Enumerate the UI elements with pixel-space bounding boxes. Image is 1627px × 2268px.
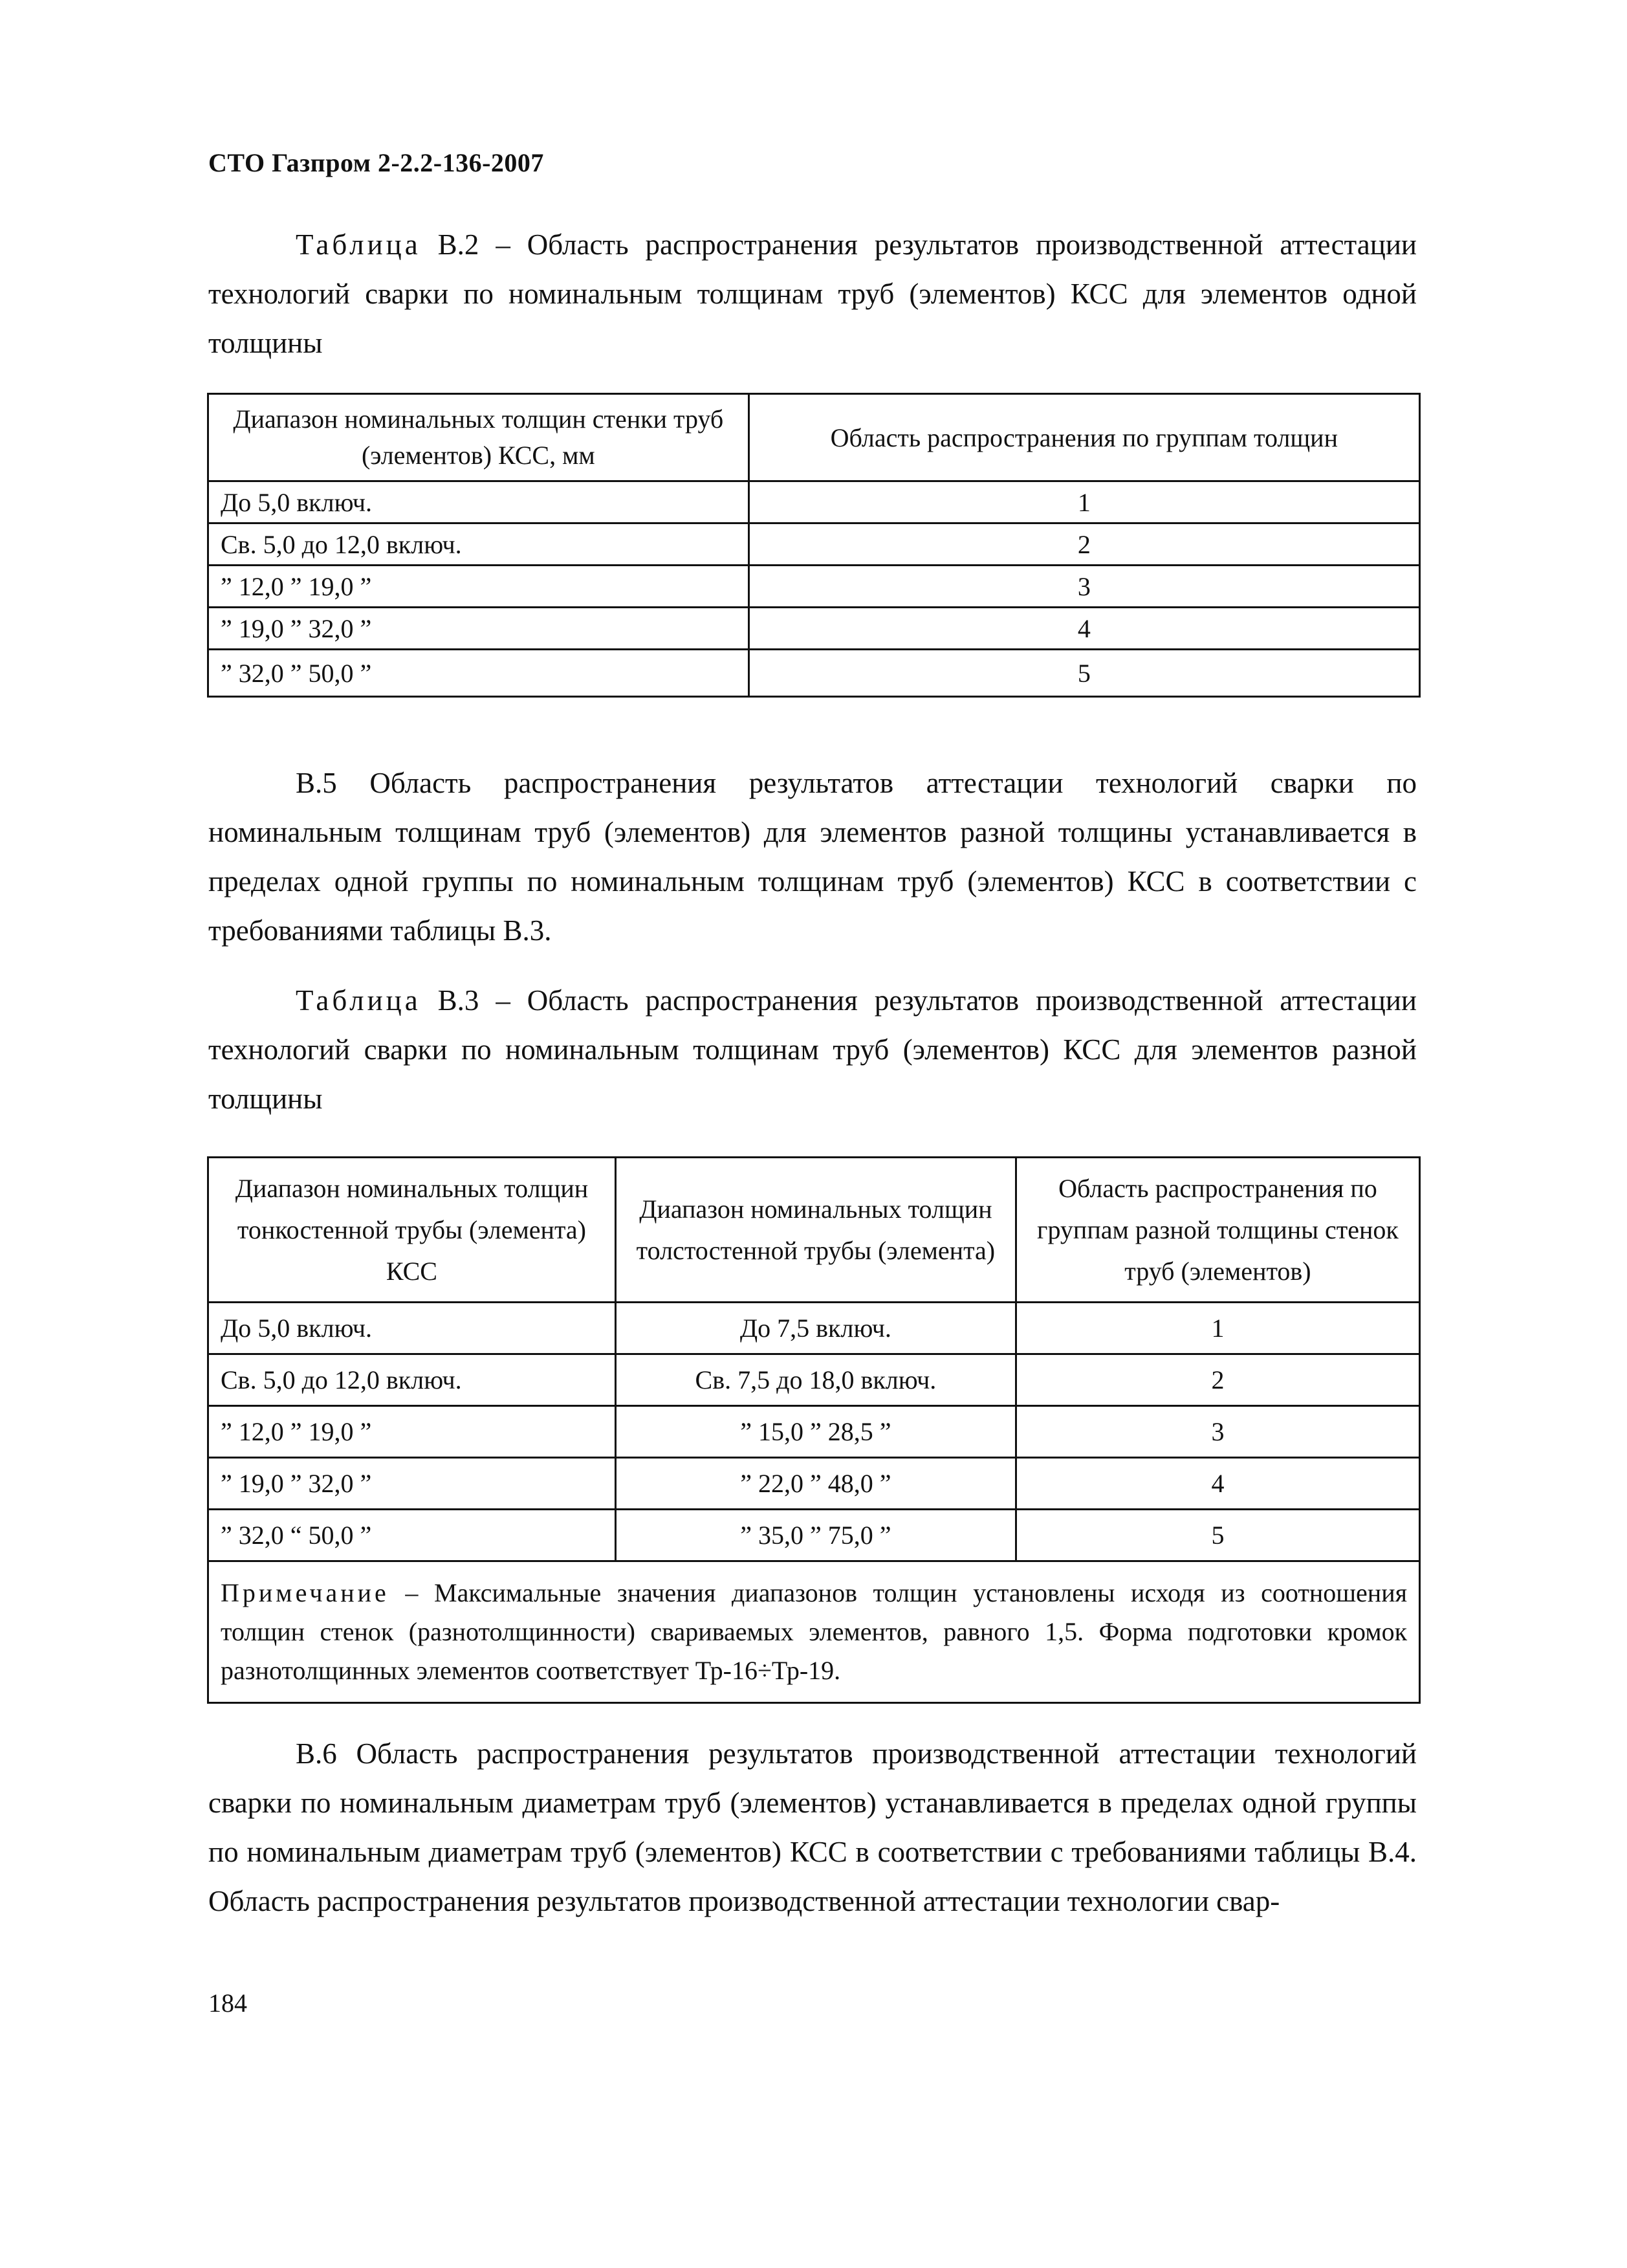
table-row [208,608,1420,650]
table-row [208,1458,1420,1510]
table-b2 [207,393,1421,698]
table-cell: ” 12,0 ” 19,0 ” [208,566,749,608]
table-cell: 1 [1016,1303,1419,1354]
header-cell: Область распространения по группам разной толщины стенок труб (элементов) [1016,1158,1419,1303]
table-cell: ” 12,0 ” 19,0 ” [208,1406,616,1458]
header-cell: Область распространения по группам толщин [748,394,1419,481]
table-cell: Св. 7,5 до 18,0 включ. [615,1354,1016,1406]
table-cell: ” 19,0 ” 32,0 ” [208,1458,616,1510]
table-b3-caption [208,976,1417,1123]
table-b2-caption [208,220,1417,368]
table-row [208,523,1420,566]
table-b3 [207,1156,1421,1704]
caption-label: Таблица [296,984,421,1017]
header-cell: Диапазон номинальных толщин стенки труб (элементов) КСС, мм [208,394,749,481]
table-cell: 1 [748,481,1419,523]
table-cell: 5 [1016,1510,1419,1561]
table-note-row [208,1561,1420,1703]
table-cell: До 7,5 включ. [615,1303,1016,1354]
table-note [208,1561,1420,1703]
note-text: – Максимальные значения диапазонов толщин установлены исходя из соотношения толщин стенок (разнотолщинности) свариваемых элементов, равного 1,5. Форма подготовки кромок разнотолщинных элементов соответствует Тр-16÷Тр-19. [221,1578,1407,1685]
table-cell: ” 32,0 ” 50,0 ” [208,650,749,697]
table-cell: 4 [748,608,1419,650]
paragraph-b5 [208,758,1417,955]
table-cell: ” 19,0 ” 32,0 ” [208,608,749,650]
table-cell: 4 [1016,1458,1419,1510]
table-cell: 3 [1016,1406,1419,1458]
table-header-row [208,394,1420,481]
header-cell: Диапазон номинальных толщин тонкостенной трубы (элемента) КСС [208,1158,616,1303]
table-row [208,566,1420,608]
table-row [208,481,1420,523]
table-row [208,1406,1420,1458]
table-cell: До 5,0 включ. [208,1303,616,1354]
caption-label: Таблица [296,228,421,261]
table-cell: ” 22,0 ” 48,0 ” [615,1458,1016,1510]
caption-text: В.3 – Область распространения результатов производственной аттестации технологий сварки по номинальным толщинам труб (элементов) КСС для элементов разной толщины [208,984,1417,1115]
table-cell: 5 [748,650,1419,697]
table-cell: Св. 5,0 до 12,0 включ. [208,1354,616,1406]
table-row [208,1510,1420,1561]
table-cell: ” 32,0 “ 50,0 ” [208,1510,616,1561]
table-cell: До 5,0 включ. [208,481,749,523]
header-cell: Диапазон номинальных толщин толстостенной трубы (элемента) [615,1158,1016,1303]
table-row [208,650,1420,697]
table-cell: ” 15,0 ” 28,5 ” [615,1406,1016,1458]
note-label: Примечание [221,1578,389,1607]
page-number: 184 [208,1988,247,2018]
caption-text: В.2 – Область распространения результатов производственной аттестации технологий сварки по номинальным толщинам труб (элементов) КСС для элементов одной толщины [208,228,1417,359]
table-row [208,1354,1420,1406]
document-code: СТО Газпром 2-2.2-136-2007 [208,148,544,177]
paragraph-text: В.5 Область распространения результатов аттестации технологий сварки по номинальным толщинам труб (элементов) для элементов разной толщины устанавливается в пределах одной группы по номинальным толщинам труб (элементов) КСС в соответствии с требованиями таблицы В.3. [208,767,1417,947]
table-cell: Св. 5,0 до 12,0 включ. [208,523,749,566]
table-row [208,1303,1420,1354]
table-header-row [208,1158,1420,1303]
paragraph-text: В.6 Область распространения результатов производственной аттестации технологий сварки по номинальным диаметрам труб (элементов) устанавливается в пределах одной группы по номинальным диаметрам труб (элементов) КСС в соответствии с требованиями таблицы В.4. Область распространения результатов производственной аттестации технологии свар- [208,1737,1417,1917]
table-cell: 2 [1016,1354,1419,1406]
paragraph-b6 [208,1729,1417,1926]
table-cell: 3 [748,566,1419,608]
table-cell: 2 [748,523,1419,566]
table-cell: ” 35,0 ” 75,0 ” [615,1510,1016,1561]
